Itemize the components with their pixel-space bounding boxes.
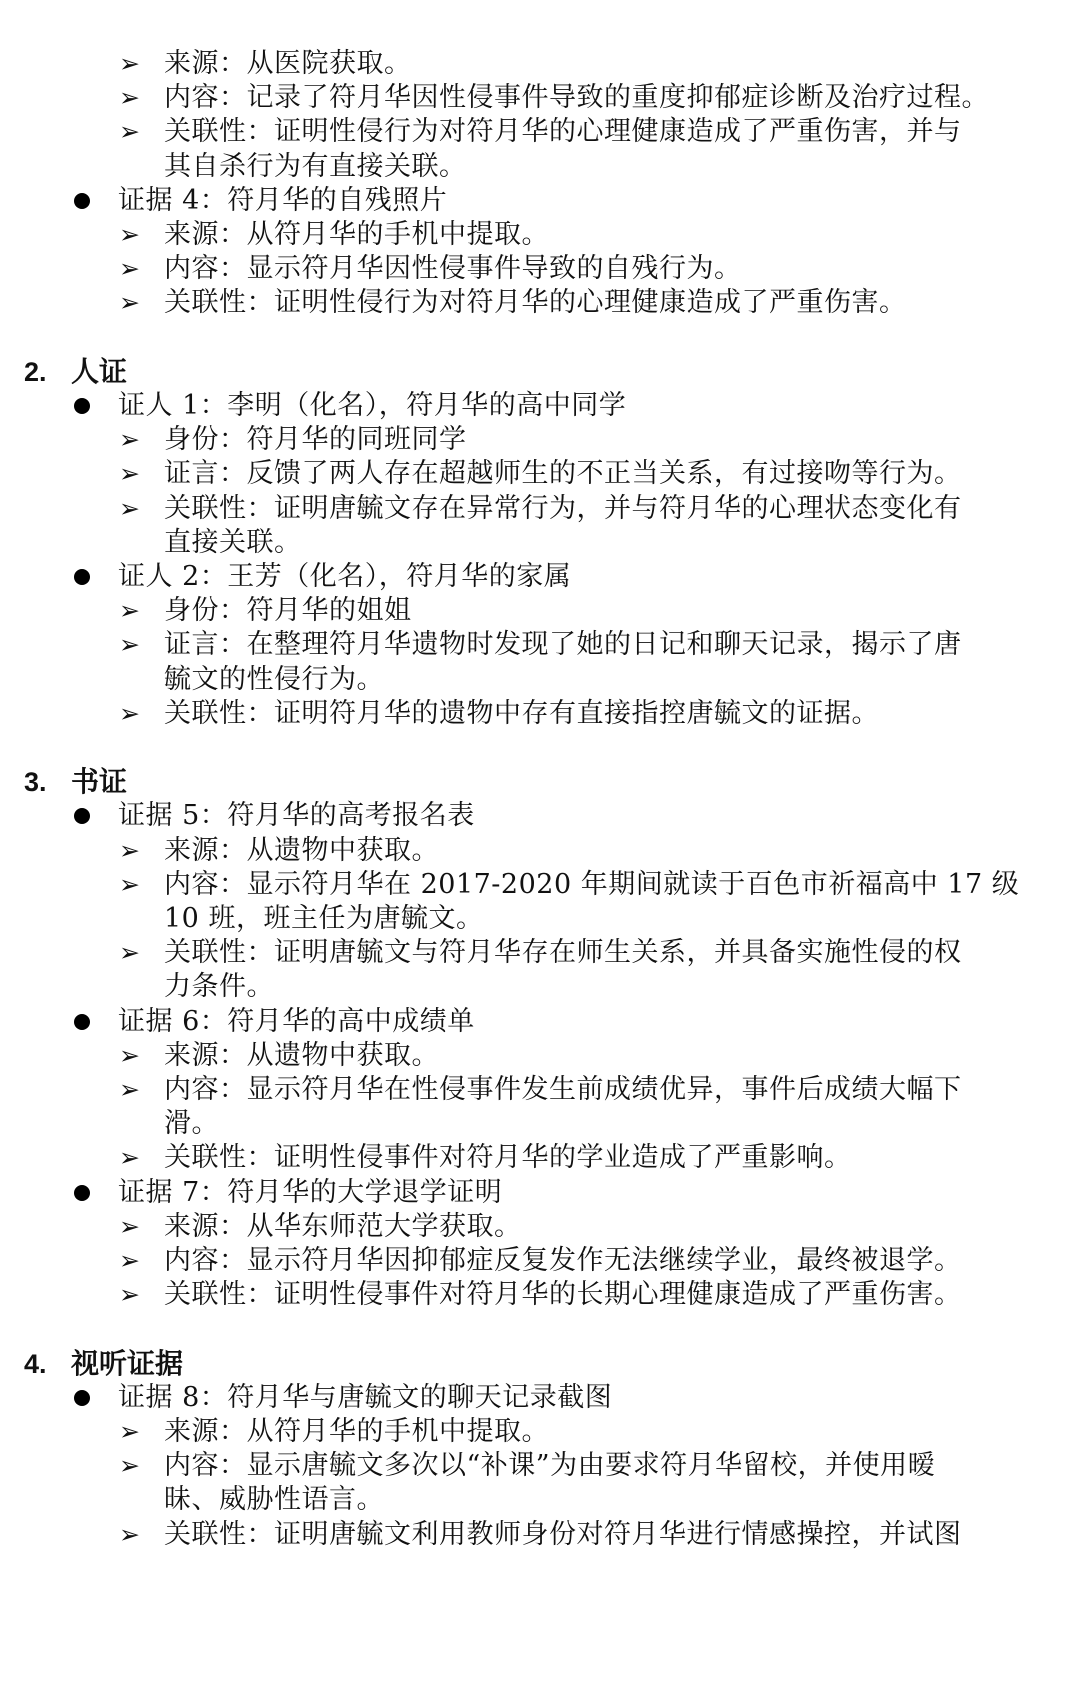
bullet-dot-icon <box>74 398 90 414</box>
evidence-detail-text: 内容：显示符月华在性侵事件发生前成绩优异，事件后成绩大幅下 <box>164 1074 962 1105</box>
evidence-item-text: 证据 4：符月华的自残照片 <box>118 184 448 216</box>
evidence-detail-text: 关联性：证明性侵事件对符月华的学业造成了严重影响。 <box>164 1142 852 1174</box>
bullet-dot-icon <box>74 1014 90 1030</box>
arrow-bullet-icon: ➢ <box>119 220 140 249</box>
arrow-bullet-icon: ➢ <box>119 1040 140 1070</box>
arrow-bullet-icon: ➢ <box>119 1246 140 1275</box>
arrow-bullet-icon: ➢ <box>119 459 140 489</box>
evidence-item-text: 证人 2：王芳（化名），符月华的家属 <box>118 561 572 592</box>
evidence-item-text: 证据 8：符月华与唐毓文的聊天记录截图 <box>118 1381 613 1413</box>
section-title: 书证 <box>71 765 128 799</box>
evidence-detail-text: 证言：在整理符月华遗物时发现了她的日记和聊天记录，揭示了唐 <box>164 629 962 661</box>
evidence-detail-text: 关联性：证明性侵事件对符月华的长期心理健康造成了严重伤害。 <box>164 1279 962 1311</box>
evidence-detail-text: 力条件。 <box>164 971 274 1003</box>
arrow-bullet-icon: ➢ <box>119 1143 140 1173</box>
evidence-detail-text: 毓文的性侵行为。 <box>164 663 384 695</box>
arrow-bullet-icon: ➢ <box>119 596 140 626</box>
evidence-detail-text: 身份：符月华的姐姐 <box>164 595 412 627</box>
evidence-detail-text: 证言：反馈了两人存在超越师生的不正当关系，有过接吻等行为。 <box>164 458 962 490</box>
arrow-bullet-icon: ➢ <box>119 835 140 865</box>
arrow-bullet-icon: ➢ <box>119 1417 140 1446</box>
arrow-bullet-icon: ➢ <box>119 1519 140 1549</box>
arrow-bullet-icon: ➢ <box>119 698 140 728</box>
arrow-bullet-icon: ➢ <box>119 425 140 455</box>
arrow-bullet-icon: ➢ <box>119 1280 140 1310</box>
arrow-bullet-icon: ➢ <box>119 493 140 523</box>
arrow-bullet-icon: ➢ <box>119 1451 140 1481</box>
bullet-dot-icon <box>74 1390 90 1406</box>
evidence-detail-text: 10 班，班主任为唐毓文。 <box>164 903 484 934</box>
evidence-detail-text: 来源：从遗物中获取。 <box>164 834 439 866</box>
arrow-bullet-icon: ➢ <box>119 869 140 899</box>
evidence-item-text: 证据 7：符月华的大学退学证明 <box>118 1176 503 1208</box>
arrow-bullet-icon: ➢ <box>119 938 140 968</box>
evidence-item-text: 证据 5：符月华的高考报名表 <box>118 800 475 832</box>
section-number: 4. <box>24 1348 47 1379</box>
evidence-detail-text: 昧、威胁性语言。 <box>164 1484 384 1516</box>
evidence-detail-text: 滑。 <box>164 1108 219 1140</box>
arrow-bullet-icon: ➢ <box>119 1075 140 1104</box>
evidence-detail-text: 来源：从符月华的手机中提取。 <box>164 219 549 250</box>
evidence-detail-text: 关联性：证明唐毓文利用教师身份对符月华进行情感操控，并试图 <box>164 1518 962 1550</box>
evidence-detail-text: 内容：显示唐毓文多次以“补课”为由要求符月华留校，并使用暧 <box>164 1450 936 1482</box>
section-number: 2. <box>24 356 47 387</box>
section-title: 视听证据 <box>71 1346 184 1380</box>
arrow-bullet-icon: ➢ <box>119 49 140 78</box>
bullet-dot-icon <box>74 808 90 824</box>
arrow-bullet-icon: ➢ <box>119 117 140 147</box>
evidence-detail-text: 关联性：证明符月华的遗物中存有直接指控唐毓文的证据。 <box>164 697 879 729</box>
evidence-detail-text: 来源：从医院获取。 <box>164 48 412 79</box>
section-number: 3. <box>24 767 47 798</box>
section-title: 人证 <box>71 354 128 388</box>
bullet-dot-icon <box>74 193 90 209</box>
evidence-detail-text: 身份：符月华的同班同学 <box>164 424 467 456</box>
evidence-detail-text: 内容：显示符月华在 2017-2020 年期间就读于百色市祈福高中 17 级 <box>164 868 1020 900</box>
evidence-detail-text: 其自杀行为有直接关联。 <box>164 150 467 182</box>
arrow-bullet-icon: ➢ <box>119 288 140 318</box>
evidence-detail-text: 来源：从华东师范大学获取。 <box>164 1210 522 1242</box>
arrow-bullet-icon: ➢ <box>119 630 140 660</box>
arrow-bullet-icon: ➢ <box>119 1211 140 1241</box>
evidence-detail-text: 内容：显示符月华因性侵事件导致的自残行为。 <box>164 253 742 285</box>
evidence-detail-text: 直接关联。 <box>164 526 302 558</box>
evidence-detail-text: 关联性：证明性侵行为对符月华的心理健康造成了严重伤害。 <box>164 287 907 319</box>
evidence-detail-text: 来源：从遗物中获取。 <box>164 1039 439 1071</box>
evidence-item-text: 证据 6：符月华的高中成绩单 <box>118 1005 475 1037</box>
bullet-dot-icon <box>74 1185 90 1201</box>
evidence-detail-text: 内容：记录了符月华因性侵事件导致的重度抑郁症诊断及治疗过程。 <box>164 82 989 114</box>
arrow-bullet-icon: ➢ <box>119 254 140 284</box>
evidence-detail-text: 关联性：证明唐毓文存在异常行为，并与符月华的心理状态变化有 <box>164 492 962 524</box>
arrow-bullet-icon: ➢ <box>119 83 140 113</box>
evidence-detail-text: 内容：显示符月华因抑郁症反复发作无法继续学业，最终被退学。 <box>164 1245 962 1276</box>
evidence-detail-text: 关联性：证明唐毓文与符月华存在师生关系，并具备实施性侵的权 <box>164 937 962 969</box>
evidence-detail-text: 关联性：证明性侵行为对符月华的心理健康造成了严重伤害，并与 <box>164 116 962 148</box>
bullet-dot-icon <box>74 569 90 585</box>
evidence-detail-text: 来源：从符月华的手机中提取。 <box>164 1416 549 1447</box>
evidence-item-text: 证人 1：李明（化名），符月华的高中同学 <box>118 390 627 421</box>
